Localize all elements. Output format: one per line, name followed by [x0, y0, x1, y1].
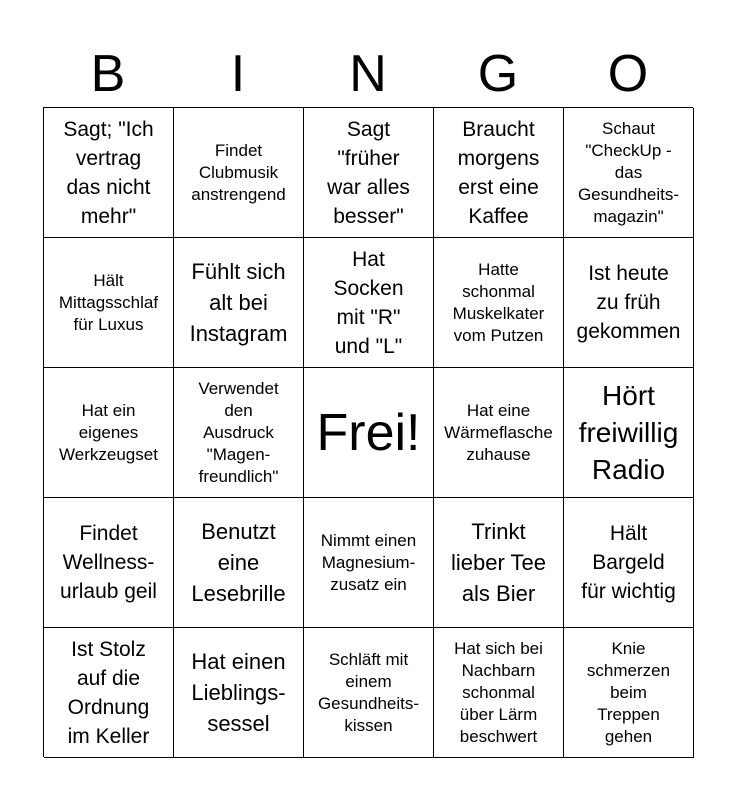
bingo-cell[interactable]: Benutzt eine Lesebrille — [174, 498, 304, 628]
bingo-cell[interactable]: Sagt; "Ich vertrag das nicht mehr" — [44, 108, 174, 238]
bingo-cell[interactable]: Hat sich bei Nachbarn schonmal über Lärm beschwert — [434, 628, 564, 758]
header-letter-g: G — [477, 45, 519, 103]
bingo-cell[interactable]: Hält Mittagsschlaf für Luxus — [44, 238, 174, 368]
header-letter-i: I — [230, 45, 246, 103]
bingo-cell[interactable]: Hat eine Wärmeflasche zuhause — [434, 368, 564, 498]
free-space-cell[interactable]: Frei! — [304, 368, 434, 498]
bingo-cell[interactable]: Hört freiwillig Radio — [564, 368, 694, 498]
bingo-cell[interactable]: Fühlt sich alt bei Instagram — [174, 238, 304, 368]
bingo-cell[interactable]: Braucht morgens erst eine Kaffee — [434, 108, 564, 238]
header-letter-b: B — [90, 45, 126, 103]
bingo-cell[interactable]: Hat Socken mit "R" und "L" — [304, 238, 434, 368]
bingo-cell[interactable]: Schläft mit einem Gesundheits- kissen — [304, 628, 434, 758]
bingo-cell[interactable]: Sagt "früher war alles besser" — [304, 108, 434, 238]
bingo-cell[interactable]: Knie schmerzen beim Treppen gehen — [564, 628, 694, 758]
bingo-board — [43, 107, 693, 757]
header-letter-n: N — [349, 45, 387, 103]
bingo-cell[interactable]: Schaut "CheckUp - das Gesundheits- magazin" — [564, 108, 694, 238]
bingo-cell[interactable]: Hat ein eigenes Werkzeugset — [44, 368, 174, 498]
bingo-cell[interactable]: Hat einen Lieblings- sessel — [174, 628, 304, 758]
bingo-header — [43, 40, 693, 108]
bingo-cell[interactable]: Hatte schonmal Muskelkater vom Putzen — [434, 238, 564, 368]
bingo-cell[interactable]: Findet Wellness- urlaub geil — [44, 498, 174, 628]
bingo-cell[interactable]: Nimmt einen Magnesium- zusatz ein — [304, 498, 434, 628]
bingo-cell[interactable]: Findet Clubmusik anstrengend — [174, 108, 304, 238]
bingo-cell[interactable]: Hält Bargeld für wichtig — [564, 498, 694, 628]
header-letter-o: O — [607, 45, 649, 103]
bingo-cell[interactable]: Ist Stolz auf die Ordnung im Keller — [44, 628, 174, 758]
bingo-cell[interactable]: Trinkt lieber Tee als Bier — [434, 498, 564, 628]
bingo-cell[interactable]: Verwendet den Ausdruck "Magen- freundlich" — [174, 368, 304, 498]
bingo-cell[interactable]: Ist heute zu früh gekommen — [564, 238, 694, 368]
